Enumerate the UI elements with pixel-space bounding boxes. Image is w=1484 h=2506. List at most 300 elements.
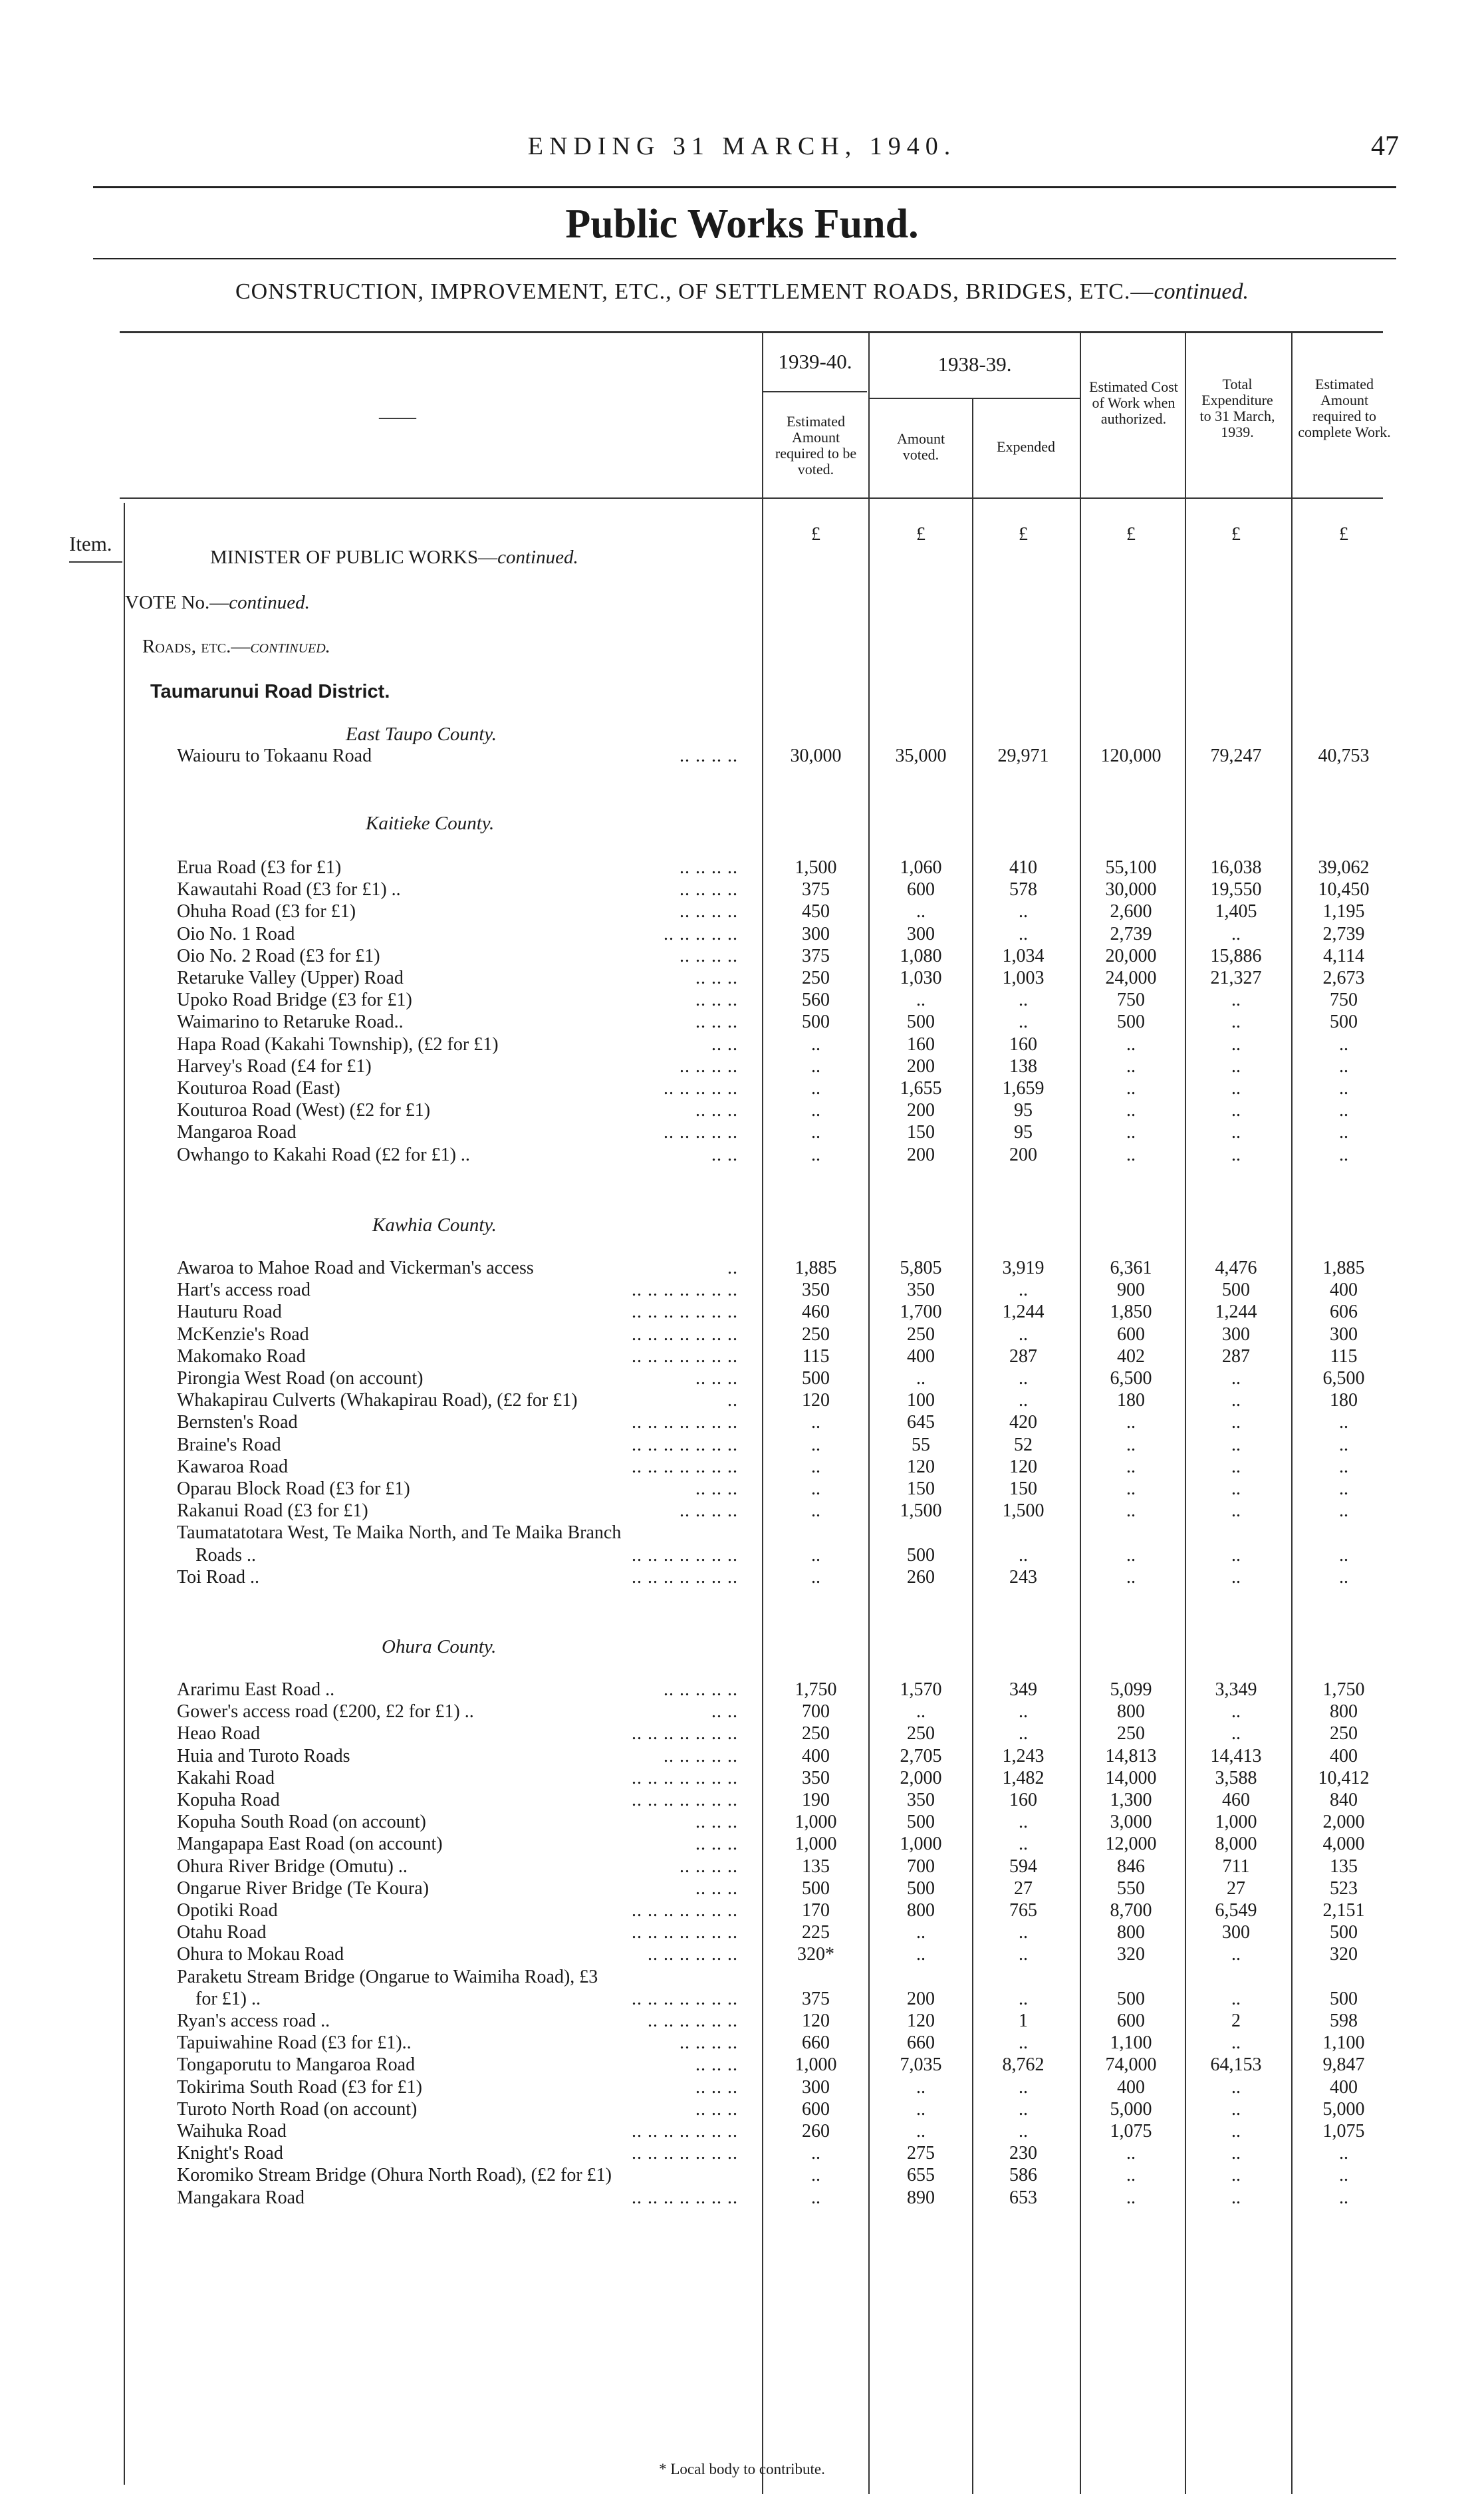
cell-cost: 14,813 [1105, 1745, 1157, 1766]
roads-heading: Roads, etc.—continued. [142, 636, 330, 657]
row-name: Kakahi Road [177, 1767, 275, 1788]
leader-dots: .. .. .. .. .. .. .. [632, 2143, 738, 2164]
cell-est: 320* [797, 1944, 834, 1965]
row-name: Otahu Road [177, 1922, 267, 1943]
cell-cost: .. [1126, 1034, 1136, 1055]
cell-total: 64,153 [1210, 2054, 1262, 2076]
leader-dots: .. .. .. .. .. [664, 1078, 738, 1099]
cell-complete: .. [1339, 1478, 1348, 1499]
leader-dots: .. .. .. .. .. .. .. [632, 1434, 738, 1455]
row-name: Hart's access road [177, 1280, 310, 1301]
cell-voted: 35,000 [895, 746, 947, 766]
row-name: Waimarino to Retaruke Road.. [177, 1012, 404, 1033]
cell-est: .. [811, 1034, 820, 1055]
page-number: 47 [1371, 131, 1399, 162]
cell-complete: 39,062 [1318, 857, 1370, 878]
cell-complete: 400 [1330, 1745, 1358, 1766]
cell-voted: 1,080 [900, 945, 942, 966]
county-heading-kaitieke: Kaitieke County. [366, 813, 495, 834]
row-name: Turoto North Road (on account) [177, 2098, 418, 2120]
table-row [0, 1389, 1484, 1411]
cell-total: .. [1231, 1723, 1241, 1744]
cell-est: 135 [802, 1856, 830, 1877]
cell-cost: .. [1126, 1500, 1136, 1522]
cell-total: 300 [1222, 1323, 1250, 1345]
table-row [0, 1701, 1484, 1723]
table-row [0, 2076, 1484, 2098]
heading-expended: Expended [997, 438, 1055, 455]
cell-total: .. [1231, 1412, 1241, 1433]
table-row [0, 2164, 1484, 2186]
cell-exp: .. [1019, 1012, 1028, 1033]
cell-voted: .. [916, 1701, 926, 1723]
cell-voted: 1,030 [900, 968, 942, 988]
cell-total: .. [1231, 1034, 1241, 1055]
cell-voted: 645 [907, 1412, 935, 1433]
cell-cost: .. [1126, 1566, 1136, 1588]
cell-complete: 10,450 [1318, 879, 1370, 901]
row-name: Awaroa to Mahoe Road and Vickerman's access [177, 1258, 534, 1278]
cell-voted: .. [916, 990, 926, 1011]
cell-complete: .. [1339, 1078, 1348, 1099]
cell-cost: 20,000 [1105, 945, 1157, 966]
cell-exp: 138 [1009, 1055, 1037, 1077]
cell-est: 1,000 [795, 1812, 837, 1833]
cell-est: 560 [802, 990, 830, 1011]
running-head: ENDING 31 MARCH, 1940. [527, 132, 957, 160]
cell-voted: 300 [907, 923, 935, 944]
row-name: Ryan's access road .. [177, 2011, 330, 2031]
cell-est: 375 [802, 879, 830, 901]
cell-exp: .. [1019, 1544, 1028, 1566]
cell-exp: 8,762 [1002, 2054, 1045, 2076]
cell-complete: 180 [1330, 1390, 1358, 1411]
table-row [0, 2120, 1484, 2142]
cell-complete: .. [1339, 2143, 1348, 2164]
leader-dots: .. .. .. .. .. .. .. [632, 1988, 738, 2009]
pound-sign: £ [811, 524, 820, 545]
cell-exp: .. [1019, 1701, 1028, 1723]
leader-dots: .. .. .. .. .. [664, 923, 738, 944]
cell-cost: 550 [1117, 1878, 1145, 1899]
cell-total: .. [1231, 1478, 1241, 1499]
leader-dots: .. .. .. .. [680, 879, 738, 901]
cell-est: .. [811, 1100, 820, 1121]
cell-total: .. [1231, 1078, 1241, 1099]
cell-exp: 1,003 [1002, 968, 1045, 988]
cell-cost: 8,700 [1110, 1900, 1152, 1921]
cell-complete: 400 [1330, 2076, 1358, 2098]
row-name: Upoko Road Bridge (£3 for £1) [177, 990, 412, 1011]
cell-cost: .. [1126, 1478, 1136, 1499]
cell-complete: 6,500 [1322, 1368, 1365, 1389]
table-row [0, 1943, 1484, 1965]
cell-voted: .. [916, 2121, 926, 2142]
cell-exp: 1 [1019, 2011, 1028, 2031]
leader-dots: .. .. .. .. [680, 857, 738, 878]
cell-exp: .. [1019, 1988, 1028, 2009]
leader-dots: .. .. .. [695, 990, 738, 1011]
cell-cost: 500 [1117, 1988, 1145, 2009]
cell-total: 15,886 [1210, 945, 1262, 966]
cell-cost: .. [1126, 1412, 1136, 1433]
cell-total: 6,549 [1215, 1900, 1257, 1921]
cell-voted: 100 [907, 1390, 935, 1411]
cell-exp: 420 [1009, 1412, 1037, 1433]
cell-total: .. [1231, 2032, 1241, 2054]
cell-exp: .. [1019, 990, 1028, 1011]
cell-complete: 9,847 [1322, 2054, 1365, 2076]
cell-voted: 1,570 [900, 1679, 942, 1700]
cell-total: 1,000 [1215, 1812, 1257, 1833]
leader-dots: .. .. .. .. .. .. .. [632, 2121, 738, 2142]
cell-cost: .. [1126, 1434, 1136, 1455]
cell-est: 500 [802, 1878, 830, 1899]
cell-voted: 500 [907, 1812, 935, 1833]
cell-total: .. [1231, 990, 1241, 1011]
cell-complete: 400 [1330, 1280, 1358, 1301]
cell-est: 660 [802, 2032, 830, 2054]
table-row [0, 1034, 1484, 1055]
cell-cost: 3,000 [1110, 1812, 1152, 1833]
cell-complete: 500 [1330, 1922, 1358, 1943]
cell-voted: 150 [907, 1122, 935, 1143]
cell-voted: .. [916, 1944, 926, 1965]
leader-dots: .. .. .. .. [680, 945, 738, 966]
item-column-label: Item. [69, 532, 112, 555]
row-name: Harvey's Road (£4 for £1) [177, 1055, 372, 1077]
cell-complete: .. [1339, 1544, 1348, 1566]
leader-dots: .. .. .. [695, 2098, 738, 2120]
cell-voted: 1,000 [900, 1834, 942, 1855]
county-heading-east-taupo: East Taupo County. [346, 724, 497, 745]
title-rule [93, 258, 1396, 259]
cell-est: 700 [802, 1701, 830, 1723]
cell-est: 30,000 [790, 746, 842, 766]
leader-dots: .. .. .. .. .. .. .. [632, 1302, 738, 1323]
cell-cost: .. [1126, 1100, 1136, 1121]
cell-complete: 1,100 [1322, 2032, 1365, 2054]
cell-exp: 160 [1009, 1790, 1037, 1810]
row-name: Ongarue River Bridge (Te Koura) [177, 1878, 430, 1899]
cell-cost: 6,500 [1110, 1368, 1152, 1389]
leader-dots: .. .. .. .. .. .. [648, 2011, 738, 2031]
cell-exp: 1,482 [1002, 1767, 1045, 1788]
cell-total: .. [1231, 1434, 1241, 1455]
cell-est: 1,750 [795, 1679, 837, 1700]
cell-cost: 74,000 [1105, 2054, 1157, 2076]
cell-est: 500 [802, 1368, 830, 1389]
cell-total: 4,476 [1215, 1258, 1257, 1278]
cell-total: .. [1231, 1144, 1241, 1165]
cell-complete: .. [1339, 1055, 1348, 1077]
cell-complete: 1,195 [1322, 901, 1365, 922]
cell-est: .. [811, 1456, 820, 1477]
row-name: Makomako Road [177, 1345, 306, 1367]
cell-total: 500 [1222, 1280, 1250, 1301]
cell-total: .. [1231, 2121, 1241, 2142]
cell-total: .. [1231, 1944, 1241, 1965]
table-row [0, 1456, 1484, 1478]
cell-est: 170 [802, 1900, 830, 1921]
table-row [0, 1055, 1484, 1077]
cell-cost: .. [1126, 2143, 1136, 2164]
cell-cost: .. [1126, 1055, 1136, 1077]
cell-est: 250 [802, 1323, 830, 1345]
cell-total: 3,588 [1215, 1767, 1257, 1788]
cell-complete: 115 [1330, 1345, 1358, 1367]
heading-total-expenditure: Total Expenditure to 31 March, 1939. [1199, 376, 1275, 440]
cell-cost: .. [1126, 1078, 1136, 1099]
table-row [0, 1434, 1484, 1456]
leader-dots: .. .. .. .. [680, 746, 738, 766]
cell-total: .. [1231, 1055, 1241, 1077]
cell-complete: .. [1339, 2187, 1348, 2208]
leader-dots: .. [727, 1390, 738, 1411]
cell-exp: .. [1019, 2098, 1028, 2120]
cell-exp: .. [1019, 923, 1028, 944]
row-name: Kopuha South Road (on account) [177, 1812, 426, 1833]
cell-est: 260 [802, 2121, 830, 2142]
table-row [0, 1522, 1484, 1544]
row-name: Koromiko Stream Bridge (Ohura North Road), (£2 for £1) [177, 2165, 612, 2186]
cell-exp: 653 [1009, 2187, 1037, 2208]
blank-column-mark: —— [379, 407, 416, 428]
leader-dots: .. .. .. .. .. .. .. [632, 1922, 738, 1943]
cell-complete: .. [1339, 1456, 1348, 1477]
year-heading-1939-40: 1939-40. [778, 350, 852, 373]
table-row [0, 1723, 1484, 1744]
table-row [0, 1679, 1484, 1701]
cell-total: 27 [1227, 1878, 1245, 1899]
cell-est: 300 [802, 923, 830, 944]
cell-total: 460 [1222, 1790, 1250, 1810]
cell-complete: 2,151 [1322, 1900, 1365, 1921]
row-name: Toi Road .. [177, 1566, 260, 1588]
table-row [0, 967, 1484, 989]
cell-est: 350 [802, 1280, 830, 1301]
cell-est: .. [811, 1144, 820, 1165]
cell-est: .. [811, 1566, 820, 1588]
table-row [0, 1899, 1484, 1921]
cell-exp: .. [1019, 901, 1028, 922]
cell-cost: 180 [1117, 1390, 1145, 1411]
cell-exp: 410 [1009, 857, 1037, 878]
cell-voted: 400 [907, 1345, 935, 1367]
leader-dots: .. .. .. .. .. [664, 1679, 738, 1700]
row-name: Tongaporutu to Mangaroa Road [177, 2054, 416, 2076]
cell-total: .. [1231, 1988, 1241, 2009]
table-row [0, 923, 1484, 945]
cell-total: 19,550 [1210, 879, 1262, 901]
table-row [0, 1011, 1484, 1033]
row-name: Ararimu East Road .. [177, 1679, 335, 1700]
cell-total: 21,327 [1210, 968, 1262, 988]
leader-dots: .. .. .. .. [680, 1500, 738, 1522]
leader-dots: .. .. .. .. .. .. .. [632, 1544, 738, 1566]
leader-dots: .. .. .. .. .. .. [648, 1944, 738, 1965]
leader-dots: .. .. .. .. .. .. .. [632, 1323, 738, 1345]
cell-cost: 2,600 [1110, 901, 1152, 922]
table-row [0, 1811, 1484, 1833]
table-row [0, 945, 1484, 967]
cell-est: 190 [802, 1790, 830, 1810]
cell-cost: .. [1126, 1456, 1136, 1477]
cell-total: .. [1231, 1544, 1241, 1566]
cell-cost: 5,000 [1110, 2098, 1152, 2120]
cell-complete: 4,114 [1323, 945, 1364, 966]
table-row [0, 1500, 1484, 1522]
cell-exp: .. [1019, 1944, 1028, 1965]
cell-cost: 6,361 [1110, 1258, 1152, 1278]
table-row [0, 1077, 1484, 1099]
leader-dots: .. .. .. .. .. .. .. [632, 1566, 738, 1588]
section-subtitle: CONSTRUCTION, IMPROVEMENT, ETC., OF SETTLEMENT ROADS, BRIDGES, ETC.—continued. [235, 279, 1249, 304]
district-heading: Taumarunui Road District. [150, 681, 390, 702]
cell-est: 460 [802, 1302, 830, 1323]
table-row [0, 2054, 1484, 2076]
cell-total: .. [1231, 1500, 1241, 1522]
heading-estimated-cost: Estimated Cost of Work when authorized. [1089, 378, 1178, 427]
table-row [0, 1367, 1484, 1389]
cell-est: .. [811, 2165, 820, 2186]
cell-complete: 1,885 [1322, 1258, 1365, 1278]
cell-exp: 120 [1009, 1456, 1037, 1477]
cell-exp: .. [1019, 1390, 1028, 1411]
cell-exp: 586 [1009, 2165, 1037, 2186]
row-name: Mangakara Road [177, 2187, 305, 2208]
row-name: Ohuha Road (£3 for £1) [177, 901, 356, 922]
cell-voted: 275 [907, 2143, 935, 2164]
cell-est: .. [811, 2187, 820, 2208]
cell-complete: .. [1339, 1100, 1348, 1121]
cell-voted: .. [916, 2076, 926, 2098]
table-row [0, 1345, 1484, 1367]
cell-exp: .. [1019, 1834, 1028, 1855]
cell-complete: 2,000 [1322, 1812, 1365, 1833]
cell-est: 300 [802, 2076, 830, 2098]
table-row [0, 1878, 1484, 1899]
cell-total: .. [1231, 1122, 1241, 1143]
row-name: Kouturoa Road (East) [177, 1078, 340, 1099]
row-name: Kopuha Road [177, 1790, 280, 1810]
cell-complete: 500 [1330, 1988, 1358, 2009]
cell-voted: 500 [907, 1544, 935, 1566]
cell-voted: .. [916, 1368, 926, 1389]
cell-est: 250 [802, 1723, 830, 1744]
row-name: Kouturoa Road (West) (£2 for £1) [177, 1100, 431, 1121]
row-name: Retaruke Valley (Upper) Road [177, 968, 404, 988]
leader-dots: .. .. .. [695, 2076, 738, 2098]
cell-complete: 40,753 [1318, 746, 1370, 766]
cell-est: 115 [802, 1345, 830, 1367]
cell-voted: 2,000 [900, 1767, 942, 1788]
cell-complete: .. [1339, 1034, 1348, 1055]
cell-est: 225 [802, 1922, 830, 1943]
cell-total: 14,413 [1210, 1745, 1262, 1766]
leader-dots: .. .. .. .. [680, 2032, 738, 2054]
row-name: Oio No. 2 Road (£3 for £1) [177, 945, 380, 966]
cell-cost: 24,000 [1105, 968, 1157, 988]
cell-exp: 52 [1014, 1434, 1033, 1455]
leader-dots: .. .. .. [695, 1100, 738, 1121]
cell-est: 1,500 [795, 857, 837, 878]
cell-total: .. [1231, 2187, 1241, 2208]
cell-complete: 4,000 [1322, 1834, 1365, 1855]
row-name: Mangaroa Road [177, 1122, 297, 1143]
leader-dots: .. .. .. .. [680, 1055, 738, 1077]
cell-est: 1,000 [795, 1834, 837, 1855]
cell-cost: .. [1126, 1122, 1136, 1143]
table-row [0, 1921, 1484, 1943]
cell-exp: 1,244 [1002, 1302, 1045, 1323]
cell-est: 350 [802, 1767, 830, 1788]
leader-dots: .. .. [711, 1144, 738, 1165]
table-row [0, 1279, 1484, 1301]
heading-amount-to-complete: Estimated Amount required to complete Work. [1298, 376, 1391, 440]
cell-total: .. [1231, 1390, 1241, 1411]
row-name: Ohura River Bridge (Omutu) .. [177, 1856, 408, 1877]
row-name: Tokirima South Road (£3 for £1) [177, 2076, 422, 2098]
year-rule [870, 398, 1080, 399]
leader-dots: .. .. .. .. .. [664, 1745, 738, 1766]
cell-complete: 1,075 [1322, 2121, 1365, 2142]
cell-exp: .. [1019, 1723, 1028, 1744]
table-row [0, 1323, 1484, 1345]
cell-voted: 5,805 [900, 1258, 942, 1278]
row-name: Bernsten's Road [177, 1412, 298, 1433]
cell-cost: 55,100 [1105, 857, 1157, 878]
cell-complete: .. [1339, 1412, 1348, 1433]
cell-cost: 250 [1117, 1723, 1145, 1744]
leader-dots: .. .. .. .. .. [664, 1122, 738, 1143]
cell-complete: .. [1339, 1500, 1348, 1522]
cell-voted: 1,700 [900, 1302, 942, 1323]
table-row [0, 1566, 1484, 1588]
cell-exp: 150 [1009, 1478, 1037, 1499]
leader-dots: .. .. .. .. .. .. .. [632, 1900, 738, 1921]
cell-cost: .. [1126, 1144, 1136, 1165]
row-name: Braine's Road [177, 1434, 281, 1455]
table-row [0, 1144, 1484, 1166]
row-name: Waiouru to Tokaanu Road [177, 746, 372, 766]
row-name: Erua Road (£3 for £1) [177, 857, 342, 878]
cell-complete: 750 [1330, 990, 1358, 1011]
cell-total: .. [1231, 2076, 1241, 2098]
cell-total: 711 [1222, 1856, 1250, 1877]
cell-est: 250 [802, 968, 830, 988]
table-row [0, 1988, 1484, 2010]
county-heading-kawhia: Kawhia County. [372, 1214, 497, 1236]
leader-dots: .. .. .. .. .. .. .. [632, 1412, 738, 1433]
cell-voted: 200 [907, 1988, 935, 2009]
leader-dots: .. .. [711, 1034, 738, 1055]
cell-exp: 29,971 [997, 746, 1049, 766]
cell-voted: .. [916, 1922, 926, 1943]
cell-cost: .. [1126, 2187, 1136, 2208]
table-row [0, 2187, 1484, 2209]
cell-est: 1,000 [795, 2054, 837, 2076]
table-row [0, 1478, 1484, 1500]
table-row [0, 1544, 1484, 1566]
leader-dots: .. .. .. [695, 968, 738, 988]
cell-voted: 150 [907, 1478, 935, 1499]
row-name: Pirongia West Road (on account) [177, 1368, 424, 1389]
cell-total: 3,349 [1215, 1679, 1257, 1700]
row-name: Kawautahi Road (£3 for £1) .. [177, 879, 401, 901]
cell-exp: .. [1019, 1368, 1028, 1389]
cell-est: .. [811, 1122, 820, 1143]
